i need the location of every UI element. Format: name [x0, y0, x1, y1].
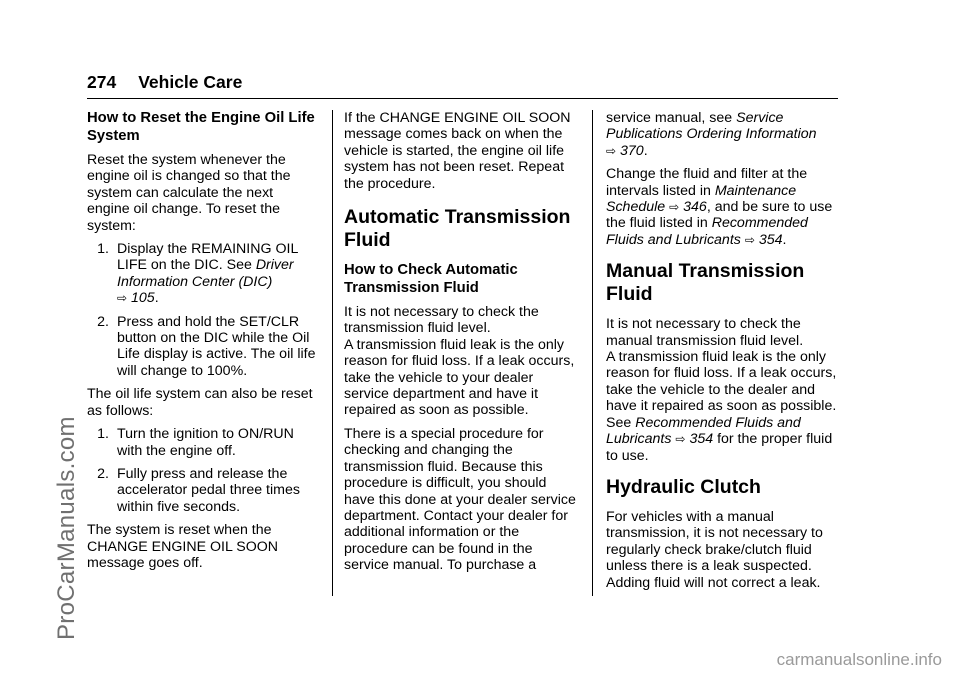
column-2 — [344, 110, 580, 581]
reference-arrow-icon: ⇨ — [117, 291, 128, 306]
step1-text: Display the REMAINING OIL LIFE on the DIC. See — [117, 241, 298, 274]
reference-arrow-icon: ⇨ — [669, 200, 680, 215]
column-3 — [606, 110, 842, 598]
atf-para-2: A transmission fluid leak is the only reason for fluid loss. If a leak occurs, take the vehicle to your dealer service department and have it repaired as soon as possible. — [344, 336, 575, 419]
page-ref-346[interactable]: 346 — [683, 199, 707, 216]
column-divider-2 — [592, 110, 593, 596]
page-ref-105[interactable]: 105 — [131, 290, 155, 307]
alt-intro: The oil life system can also be reset as follows: — [87, 386, 313, 419]
page-ref-370[interactable]: 370 — [620, 142, 644, 159]
header-rule — [87, 98, 838, 99]
mtf-para-2 — [606, 349, 842, 464]
list-text: Turn the ignition to ON/RUN with the engine off. — [117, 426, 294, 459]
section-title: Vehicle Care — [138, 72, 243, 92]
footer-watermark: carmanualsonline.info — [776, 650, 942, 669]
mtf-para-1: It is not necessary to check the manual transmission fluid level. — [606, 316, 804, 349]
page-ref-354[interactable]: 354 — [758, 231, 783, 248]
mtf-heading: Manual Transmission Fluid — [606, 260, 805, 306]
oil-life-heading: How to Reset the Engine Oil Life System — [87, 110, 315, 144]
period: . — [154, 290, 159, 307]
atf-para-1: It is not necessary to check the transmission fluid level. — [344, 304, 539, 337]
list-item — [87, 314, 319, 380]
reference-arrow-icon: ⇨ — [606, 143, 617, 158]
reference-arrow-icon: ⇨ — [744, 232, 755, 247]
list-item — [87, 426, 319, 459]
fluids-link[interactable]: Recommended Fluids and Lubricants — [606, 414, 801, 448]
list-number: 2. — [97, 465, 109, 482]
mtf-text: A transmission fluid leak is the only reason for fluid loss. If a leak occurs, take the vehicle to the dealer and have it repaired as soon as possible. See — [606, 349, 837, 431]
list-number: 1. — [97, 426, 109, 443]
list-item — [87, 241, 319, 307]
period: . — [643, 142, 648, 159]
reset-outro: The system is reset when the CHANGE ENGINE OIL SOON message goes off. — [87, 522, 279, 571]
page-header — [87, 72, 242, 93]
atf-para-3: There is a special procedure for checking and changing the transmission fluid. Because this procedure is difficult, you should have this done at your dealer service department. Contact your dealer for additional information or the procedure can be found in the service manual. To purchase a — [344, 425, 576, 574]
clutch-paragraph: For vehicles with a manual transmission, it is not necessary to regularly check brake/clutch fluid unless there is a leak suspected. Adding fluid will not correct a leak. — [606, 508, 823, 591]
atf-subheading: How to Check Automatic Transmission Fluid — [344, 262, 518, 296]
oil-life-intro: Reset the system whenever the engine oil is changed so that the system can calculate the next engine oil change. To reset the system: — [87, 152, 291, 234]
change-fluid-paragraph — [606, 166, 842, 248]
page-number: 274 — [87, 72, 117, 92]
mtf-end: for the proper fluid to use. — [606, 431, 833, 464]
fluids-link[interactable]: Recommended Fluids and Lubricants — [606, 215, 808, 248]
oil-soon-paragraph: If the CHANGE ENGINE OIL SOON message comes back on when the vehicle is started, the engine oil life system has not been reset. Repeat the procedure. — [344, 110, 571, 192]
maintenance-schedule-link[interactable]: Maintenance Schedule — [606, 182, 797, 216]
clutch-heading: Hydraulic Clutch — [606, 475, 761, 498]
column-1 — [87, 110, 319, 578]
list-number: 2. — [97, 313, 109, 330]
page-ref-354[interactable]: 354 — [689, 431, 714, 448]
watermark: ProCarManuals.com — [53, 416, 80, 640]
change-mid: , and be sure to use the fluid listed in — [606, 199, 833, 232]
period: . — [782, 231, 787, 248]
list-text — [117, 241, 319, 307]
list-text: Press and hold the SET/CLR button on the DIC while the Oil Life display is active. The oil life will change to 100%. — [117, 313, 316, 379]
list-text: Fully press and release the accelerator pedal three times within five seconds. — [117, 465, 300, 515]
column-divider-1 — [332, 110, 333, 596]
reference-arrow-icon: ⇨ — [675, 432, 686, 447]
dic-link[interactable]: Driver Information Center (DIC) — [117, 257, 294, 290]
service-manual-paragraph — [606, 110, 842, 159]
atf-heading: Automatic Transmission Fluid — [344, 206, 571, 252]
list-item — [87, 466, 319, 515]
change-text: Change the fluid and filter at the intervals listed in — [606, 166, 808, 199]
publications-link[interactable]: Service Publications Ordering Information — [606, 110, 817, 143]
list-number: 1. — [97, 241, 109, 258]
cont-text: service manual, see — [606, 110, 733, 126]
